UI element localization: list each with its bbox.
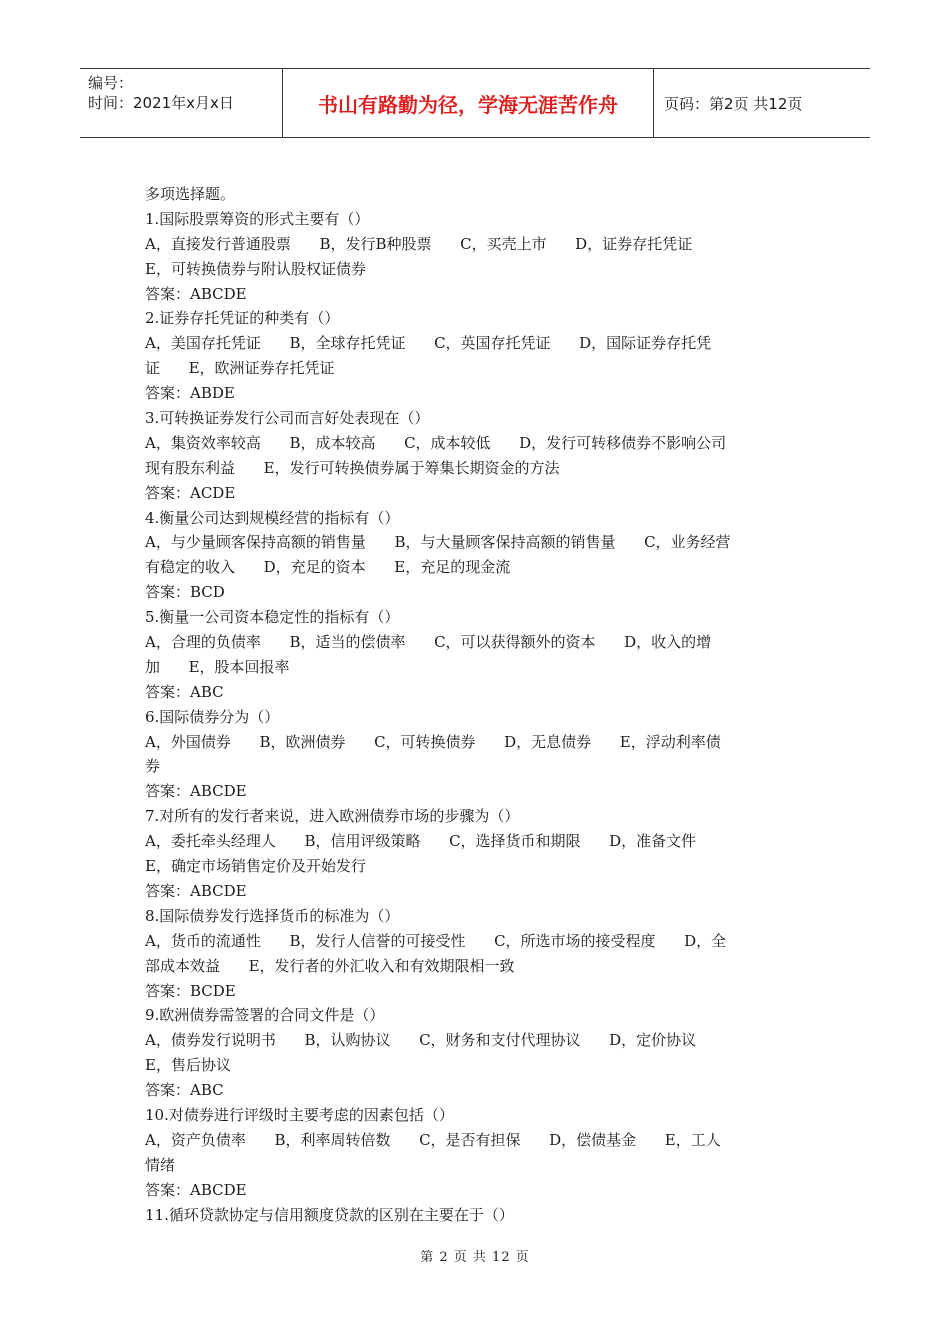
text-line: 答案：ACDE (145, 483, 236, 502)
text-line: 答案：ABC (145, 1081, 224, 1100)
text-line: 部成本效益 E，发行者的外汇收入和有效期限相一致 (145, 956, 515, 975)
text-line: 1.国际股票筹资的形式主要有（） (145, 209, 370, 228)
time-label: 时间：2021年x月x日 (88, 94, 234, 112)
text-line: 答案：ABCDE (145, 284, 247, 303)
text-line: 证 E，欧洲证券存托凭证 (145, 359, 335, 378)
text-line: 8.国际债券发行选择货币的标准为（） (145, 906, 400, 925)
text-line: 10.对债券进行评级时主要考虑的因素包括（） (145, 1105, 454, 1124)
text-line: 答案：BCDE (145, 981, 236, 1000)
text-line: 4.衡量公司达到规模经营的指标有（） (145, 508, 400, 527)
text-line: 6.国际债券分为（） (145, 707, 280, 726)
text-line: A，外国债券 B，欧洲债券 C，可转换债券 D，无息债券 E，浮动利率债 (145, 732, 721, 751)
text-line: 2.证券存托凭证的种类有（） (145, 309, 340, 328)
header-divider-right (653, 69, 654, 137)
text-line: 9.欧洲债券需签署的合同文件是（） (145, 1006, 385, 1025)
code-label: 编号： (88, 74, 134, 92)
text-line: A，债券发行说明书 B，认购协议 C，财务和支付代理协议 D，定价协议 (145, 1031, 697, 1050)
page-header (80, 68, 870, 138)
text-line: 答案：ABCDE (145, 881, 247, 900)
text-line: E，确定市场销售定价及开始发行 (145, 857, 366, 876)
text-line: 情绪 (145, 1155, 176, 1174)
header-page-info: 页码：第2页 共12页 (664, 94, 803, 113)
text-line: A，集资效率较高 B，成本较高 C，成本较低 D，发行可转移债券不影响公司 (145, 433, 727, 452)
text-line: A，与少量顾客保持高额的销售量 B，与大量顾客保持高额的销售量 C，业务经营 (145, 533, 731, 552)
text-line: 答案：ABDE (145, 384, 235, 403)
text-line: A，资产负债率 B，利率周转倍数 C，是否有担保 D，偿债基金 E，工人 (145, 1130, 721, 1149)
text-line: 加 E，股本回报率 (145, 657, 290, 676)
text-line: A，货币的流通性 B，发行人信誉的可接受性 C，所选市场的接受程度 D，全 (145, 931, 727, 950)
text-line: 多项选择题。 (145, 185, 236, 203)
text-line: 11.循环贷款协定与信用额度贷款的区别在主要在于（） (145, 1205, 514, 1224)
text-line: A，合理的负债率 B，适当的偿债率 C，可以获得额外的资本 D，收入的增 (145, 633, 712, 652)
text-line: E，售后协议 (145, 1056, 231, 1075)
text-line: 答案：ABC (145, 682, 224, 701)
text-line: A，委托牵头经理人 B，信用评级策略 C，选择货币和期限 D，准备文件 (145, 832, 697, 851)
document-body (145, 182, 815, 1227)
text-line: 3.可转换证券发行公司而言好处表现在（） (145, 409, 430, 428)
text-line: 答案：ABCDE (145, 782, 247, 801)
text-line: E，可转换债券与附认股权证债券 (145, 259, 366, 278)
text-line: 券 (145, 757, 161, 776)
header-motto: 书山有路勤为径，学海无涯苦作舟 (318, 92, 618, 117)
page-footer: 第 2 页 共 12 页 (420, 1250, 530, 1265)
text-line: 有稳定的收入 D，充足的资本 E，充足的现金流 (145, 558, 511, 577)
text-line: 答案：ABCDE (145, 1180, 247, 1199)
header-meta (80, 69, 282, 137)
text-line: 5.衡量一公司资本稳定性的指标有（） (145, 608, 400, 627)
text-line: A，直接发行普通股票 B，发行B种股票 C，买壳上市 D，证券存托凭证 (145, 234, 693, 253)
text-line: 答案：BCD (145, 583, 225, 602)
text-line: A，美国存托凭证 B，全球存托凭证 C，英国存托凭证 D，国际证券存托凭 (145, 334, 712, 353)
text-line: 现有股东利益 E，发行可转换债券属于筹集长期资金的方法 (145, 458, 560, 477)
text-line: 7.对所有的发行者来说，进入欧洲债券市场的步骤为（） (145, 807, 520, 826)
